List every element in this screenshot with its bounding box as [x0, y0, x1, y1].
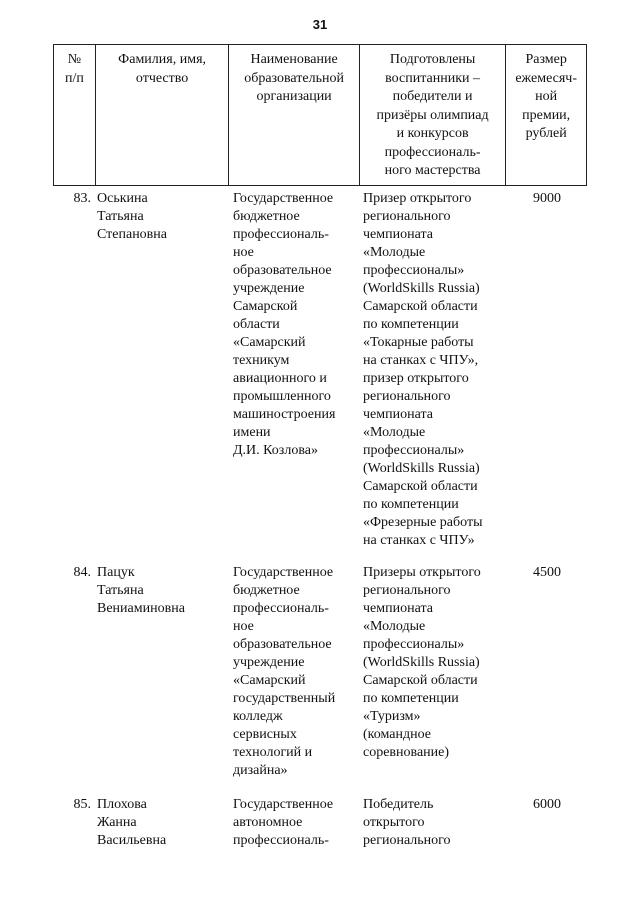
header-organization: Наименование образовательной организации — [229, 45, 360, 185]
table-row — [53, 796, 587, 850]
table-row — [53, 564, 587, 780]
row-full-name: Пацук Татьяна Вениаминовна — [97, 565, 185, 616]
row-organization: Государственное бюджетное профессиональ- ное образовательное учреждение «Самарский государственный колледж сервисных технологий и дизайна» — [233, 565, 336, 778]
row-achievement: Призеры открытого регионального чемпионата «Молодые профессионалы» (WorldSkills Russia) Самарской области по компетенции «Туризм» (командное соревнование) — [363, 565, 481, 760]
header-bonus-amount: Размер ежемесяч- ной премии, рублей — [515, 52, 578, 141]
row-number: 84. — [73, 565, 91, 580]
row-organization: Государственное автономное профессиональ- — [233, 797, 334, 848]
row-amount: 4500 — [533, 565, 561, 580]
table-header — [53, 44, 587, 186]
header-achievements: Подготовлены воспитанники – победители и призёры олимпиад и конкурсов профессиональ- ного мастерства — [360, 45, 506, 185]
row-amount: 9000 — [533, 191, 561, 206]
table-row — [53, 190, 587, 550]
row-full-name: Плохова Жанна Васильевна — [97, 797, 167, 848]
row-organization: Государственное бюджетное профессиональ- ное образовательное учреждение Самарской области «Самарский техникум авиационного и промышленного машиностроения имени Д.И. Козлова» — [233, 191, 336, 458]
page-number: 31 — [312, 17, 328, 32]
row-full-name: Оськина Татьяна Степановна — [97, 191, 167, 242]
row-achievement: Победитель открытого регионального — [363, 797, 451, 848]
header-full-name: Фамилия, имя, отчество — [96, 45, 230, 185]
row-achievement: Призер открытого регионального чемпионата «Молодые профессионалы» (WorldSkills Russia) Самарской области по компетенции «Токарные работы на станках с ЧПУ», призер открытого регионального чемпионата «Молодые профессионалы» (WorldSkills Russia) Самарской области по компетенции «Фрезерные работы на станках с ЧПУ» — [363, 191, 483, 548]
row-amount: 6000 — [533, 797, 561, 812]
row-number: 83. — [73, 191, 91, 206]
row-number: 85. — [73, 797, 91, 812]
header-number: № п/п — [54, 45, 96, 185]
